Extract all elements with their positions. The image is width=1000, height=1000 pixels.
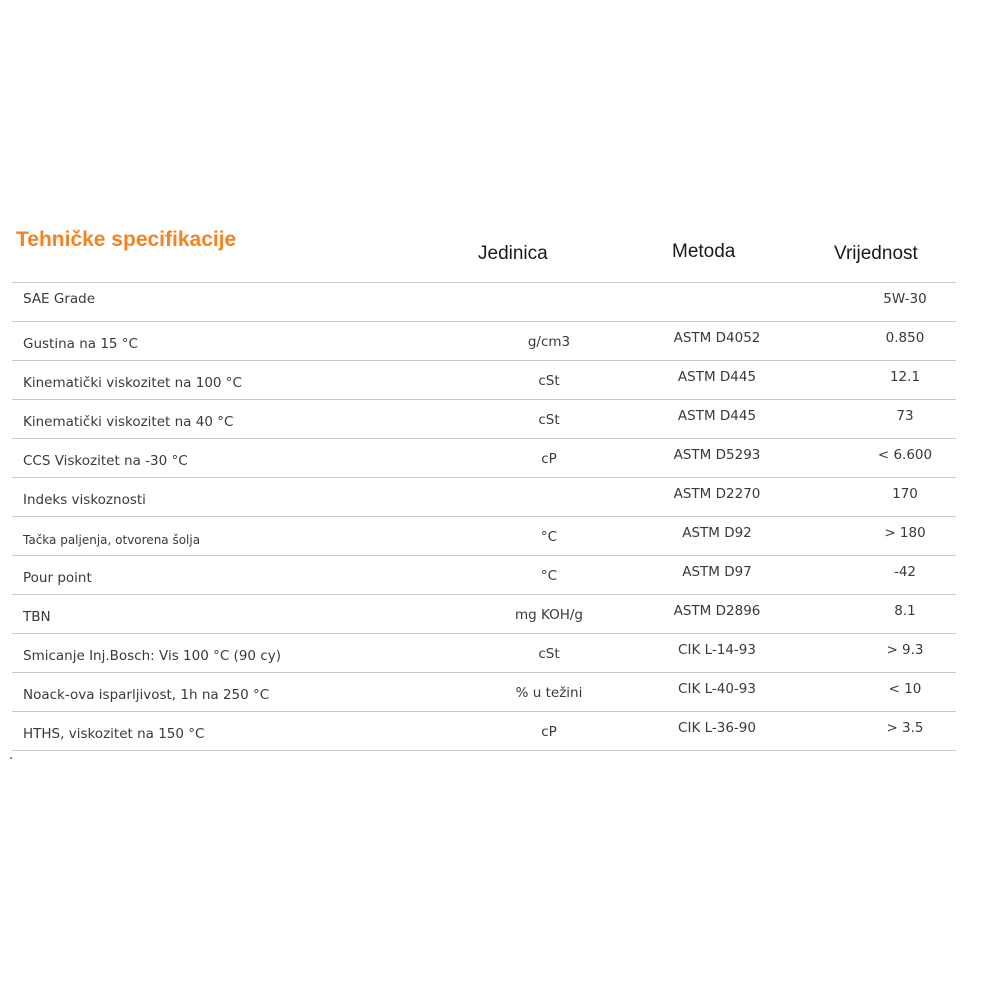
row-value: 5W-30 — [883, 291, 927, 307]
row-name: Indeks viskoznosti — [23, 492, 146, 508]
row-unit: cSt — [538, 412, 560, 428]
table-row — [12, 712, 956, 751]
row-value: > 180 — [884, 525, 926, 541]
table-row — [12, 556, 956, 595]
table-row — [12, 517, 956, 556]
spec-table — [12, 282, 956, 751]
row-method: ASTM D2896 — [673, 603, 761, 619]
table-row — [12, 322, 956, 361]
table-row — [12, 478, 956, 517]
table-row — [12, 595, 956, 634]
stray-mark — [10, 757, 12, 759]
row-name: Tačka paljenja, otvorena šolja — [23, 533, 201, 547]
row-method: CIK L-36-90 — [678, 720, 756, 736]
row-method: ASTM D445 — [677, 369, 757, 385]
row-name: Smicanje Inj.Bosch: Vis 100 °C (90 cy) — [23, 648, 281, 664]
table-row — [12, 439, 956, 478]
page-title: Tehničke specifikacije — [16, 228, 237, 251]
row-value: < 10 — [888, 681, 922, 697]
table-row — [12, 400, 956, 439]
row-value: 73 — [896, 408, 914, 424]
row-value: 8.1 — [894, 603, 916, 619]
row-method: ASTM D2270 — [673, 486, 761, 502]
row-method: ASTM D92 — [682, 525, 752, 541]
row-value: 0.850 — [885, 330, 925, 346]
row-name: Kinematički viskozitet na 100 °C — [23, 375, 242, 391]
row-name: Noack-ova isparljivost, 1h na 250 °C — [23, 687, 270, 703]
row-name: Gustina na 15 °C — [23, 336, 138, 352]
row-unit: cP — [541, 451, 557, 467]
row-unit: cSt — [538, 646, 560, 662]
row-value: > 3.5 — [886, 720, 924, 736]
row-unit: mg KOH/g — [514, 607, 584, 623]
table-row — [12, 283, 956, 322]
table-row — [12, 361, 956, 400]
table-row — [12, 673, 956, 712]
row-value: 12.1 — [889, 369, 921, 385]
row-method: ASTM D4052 — [673, 330, 761, 346]
column-header-value: Vrijednost — [834, 243, 918, 264]
row-unit: °C — [540, 529, 558, 545]
row-name: CCS Viskozitet na -30 °C — [23, 453, 188, 469]
row-value: 170 — [892, 486, 918, 502]
row-unit: % u težini — [515, 685, 583, 701]
row-name: SAE Grade — [23, 291, 96, 307]
column-header-unit: Jedinica — [478, 243, 548, 264]
row-name: HTHS, viskozitet na 150 °C — [23, 726, 205, 742]
row-method: ASTM D445 — [677, 408, 757, 424]
table-row — [12, 634, 956, 673]
row-name: Kinematički viskozitet na 40 °C — [23, 414, 234, 430]
row-method: ASTM D97 — [682, 564, 752, 580]
row-unit: °C — [540, 568, 558, 584]
row-value: > 9.3 — [886, 642, 924, 658]
row-value: -42 — [893, 564, 917, 580]
row-name: Pour point — [23, 570, 92, 586]
row-method: CIK L-40-93 — [678, 681, 756, 697]
row-value: < 6.600 — [877, 447, 933, 463]
row-unit: cP — [541, 724, 557, 740]
row-unit: g/cm3 — [527, 334, 571, 350]
row-unit: cSt — [538, 373, 560, 389]
row-method: ASTM D5293 — [673, 447, 761, 463]
row-name: TBN — [23, 609, 51, 625]
column-header-method: Metoda — [672, 241, 736, 262]
row-method: CIK L-14-93 — [678, 642, 756, 658]
